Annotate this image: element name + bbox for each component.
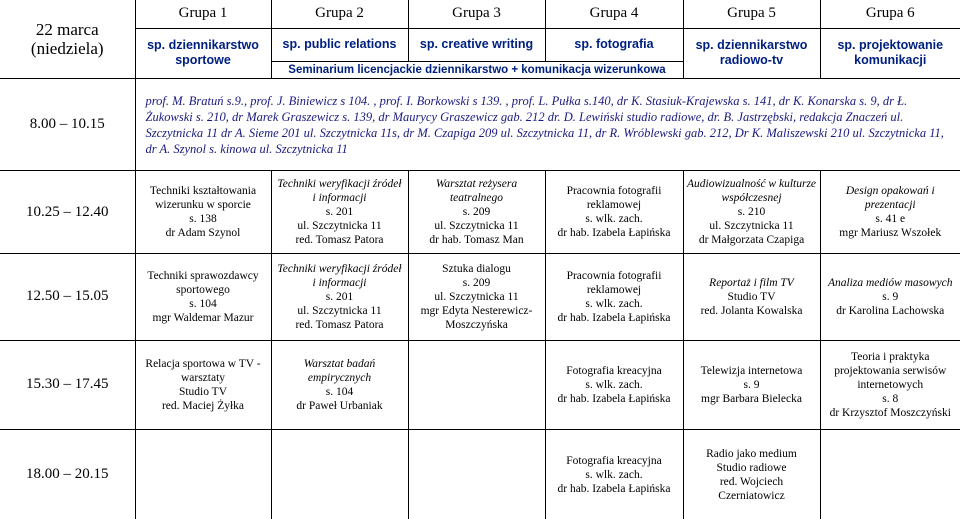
class-title: Warsztat reżysera teatralnego [435, 178, 518, 205]
empty-cell [271, 430, 408, 519]
class-room: s. 209 [462, 206, 491, 219]
class-cell [545, 340, 683, 429]
group-4-header: Grupa 4 [545, 0, 683, 28]
class-cell [545, 171, 683, 254]
class-teacher: dr Adam Szynol [165, 227, 241, 240]
class-room: s. 209 [462, 276, 491, 289]
empty-cell [135, 430, 271, 519]
class-teacher: dr hab. Izabela Łapińska [557, 311, 671, 324]
group-2-specialization: sp. public relations [271, 28, 408, 61]
time-slot: 15.30 – 17.45 [0, 340, 135, 429]
class-cell [271, 171, 408, 254]
class-room: s. 104 [189, 297, 217, 310]
time-slot: 10.25 – 12.40 [0, 171, 135, 254]
class-room: s. 9 [882, 290, 899, 303]
group-5-specialization: sp. dziennikarstwo radiowo-tv [683, 28, 820, 78]
class-room: s. 201 [325, 290, 354, 303]
group-1-specialization: sp. dziennikarstwo sportowe [135, 28, 271, 78]
slot-row [0, 254, 960, 340]
class-title: Techniki kształtowania wizerunku w sporcie [149, 185, 257, 212]
class-title: Reportaż i film TV [709, 276, 794, 289]
class-room: s. wlk. zach. [585, 213, 643, 226]
class-teacher: red. Maciej Żyłka [161, 399, 245, 412]
class-cell [271, 254, 408, 340]
class-teacher: dr Karolina Lachowska [836, 304, 945, 317]
class-room: s. 8 [882, 392, 899, 405]
class-teacher: mgr Waldemar Mazur [152, 311, 254, 324]
class-cell [683, 171, 820, 254]
class-title: Sztuka dialogu [442, 262, 511, 275]
seminar-banner: Seminarium licencjackie dziennikarstwo + komunikacja wizerunkowa [271, 61, 683, 78]
class-cell [820, 340, 960, 429]
lecture-list [135, 78, 960, 171]
class-cell [408, 171, 545, 254]
time-slot: 12.50 – 15.05 [0, 254, 135, 340]
time-slot: 18.00 – 20.15 [0, 430, 135, 519]
class-teacher: mgr Barbara Bielecka [701, 392, 802, 405]
group-2-header: Grupa 2 [271, 0, 408, 28]
empty-cell [820, 430, 960, 519]
class-title: Audiowizualność w kulturze współczesnej [686, 178, 817, 205]
class-room: s. wlk. zach. [585, 468, 643, 481]
slot-row [0, 430, 960, 519]
group-3-header: Grupa 3 [408, 0, 545, 28]
class-room: s. 104 [325, 385, 354, 398]
class-cell [271, 340, 408, 429]
empty-cell [408, 430, 545, 519]
slot-row [0, 340, 960, 429]
class-room: s. wlk. zach. [585, 378, 643, 391]
weekday-label: (niedziela) [30, 38, 104, 58]
class-teacher: red. Jolanta Kowalska [700, 304, 803, 317]
class-cell [683, 340, 820, 429]
class-cell [545, 254, 683, 340]
class-address: ul. Szczytnicka 11 [434, 220, 519, 233]
class-teacher: red. Wojciech Czerniatowicz [718, 475, 785, 502]
group-1-header: Grupa 1 [135, 0, 271, 28]
class-title: Relacja sportowa w TV - warsztaty [145, 357, 261, 384]
class-teacher: dr Paweł Urbaniak [296, 399, 383, 412]
class-teacher: dr hab. Izabela Łapińska [557, 227, 671, 240]
class-room: Studio TV [178, 385, 228, 398]
lecture-text: prof. M. Bratuń s.9., prof. J. Biniewicz s 104. , prof. I. Borkowski s 139. , prof. L. Pułka s.140, dr K. Stasiuk-Krajewska s. 141, dr K. Konarska s. 9, dr Ł. Żukowski s. 210, dr Marek Graszewicz s. 139, dr Maurycy Graszewicz gab. 212 dr. D. Lewiński studio radiowe, dr. B. Jastrzębski, redakcja Znaczeń ul. Szczytnicka 11 dr A. Sieme 201 ul. Szczytnicka 11s, dr M. Czapiga 209 ul. Szczytnicka 11, dr R. Wróblewski gab. 212, Dr K. Maliszewski 210 ul. Szczytnicka 11, dr A. Szynol s. kinowa ul. Szczytnicka 11 [145, 93, 944, 156]
class-cell [135, 171, 271, 254]
class-teacher: mgr Edyta Nesterewicz-Moszczyńska [420, 304, 533, 331]
class-cell [683, 254, 820, 340]
class-title: Fotografia kreacyjna [566, 364, 662, 377]
date-cell [0, 0, 135, 78]
group-6-specialization: sp. projektowanie komunikacji [820, 28, 960, 78]
class-room: s. 9 [743, 378, 760, 391]
class-title: Pracownia fotografii reklamowej [566, 269, 662, 296]
class-cell [820, 171, 960, 254]
class-teacher: red. Tomasz Patora [295, 234, 384, 247]
class-cell [820, 254, 960, 340]
group-6-header: Grupa 6 [820, 0, 960, 28]
class-title: Teoria i praktyka projektowania serwisów internetowych [834, 350, 947, 391]
class-cell [135, 340, 271, 429]
class-teacher: dr hab. Izabela Łapińska [557, 392, 671, 405]
class-title: Design opakowań i prezentacji [845, 185, 935, 212]
group-3-specialization: sp. creative writing [408, 28, 545, 61]
empty-cell [408, 340, 545, 429]
class-room: s. 201 [325, 206, 354, 219]
class-title: Analiza mediów masowych [827, 276, 953, 289]
time-slot-lecture: 8.00 – 10.15 [0, 78, 135, 171]
class-title: Techniki sprawozdawcy sportowego [147, 269, 259, 296]
class-room: s. 41 e [875, 213, 906, 226]
class-teacher: dr Małgorzata Czapiga [698, 234, 805, 247]
class-room: s. wlk. zach. [585, 297, 643, 310]
class-teacher: dr hab. Tomasz Man [429, 234, 524, 247]
class-title: Pracownia fotografii reklamowej [566, 185, 662, 212]
class-address: ul. Szczytnicka 11 [434, 290, 519, 303]
date-label: 22 marca [35, 19, 99, 39]
class-address: ul. Szczytnicka 11 [709, 220, 794, 233]
class-title: Techniki weryfikacji źródeł i informacji [277, 262, 402, 289]
class-cell [408, 254, 545, 340]
class-cell [545, 430, 683, 519]
class-title: Telewizja internetowa [700, 364, 803, 377]
group-4-specialization: sp. fotografia [545, 28, 683, 61]
class-room: s. 138 [189, 213, 217, 226]
group-5-header: Grupa 5 [683, 0, 820, 28]
class-cell [683, 430, 820, 519]
slot-row [0, 171, 960, 254]
class-address: ul. Szczytnicka 11 [297, 220, 382, 233]
class-room: s. 210 [737, 206, 766, 219]
class-teacher: red. Tomasz Patora [295, 318, 384, 331]
class-title: Techniki weryfikacji źródeł i informacji [277, 178, 402, 205]
class-title: Warsztat badań empirycznych [303, 357, 376, 384]
class-title: Fotografia kreacyjna [566, 454, 662, 467]
class-address: ul. Szczytnicka 11 [297, 304, 382, 317]
class-cell [135, 254, 271, 340]
class-teacher: mgr Mariusz Wszołek [839, 227, 942, 240]
class-room: Studio radiowe [716, 461, 787, 474]
class-title: Radio jako medium [706, 447, 797, 460]
class-room: Studio TV [727, 290, 776, 303]
class-teacher: dr hab. Izabela Łapińska [557, 482, 671, 495]
class-teacher: dr Krzysztof Moszczyński [829, 406, 951, 419]
